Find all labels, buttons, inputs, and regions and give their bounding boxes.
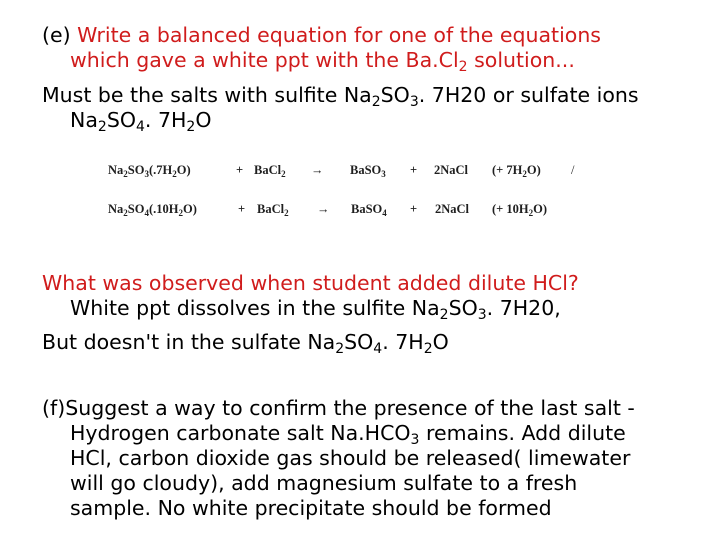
equation-sulfate [0, 202, 720, 222]
subscript: 2 [423, 341, 433, 357]
section-e-label: (e) [42, 23, 71, 47]
answer-text: . 7H [144, 108, 187, 132]
eq-arrow: → [311, 163, 324, 177]
eq-reactant-bacl2: BaCl$_2$ [257, 202, 289, 218]
eq-plus: + [410, 202, 418, 216]
subscript: 2 [439, 307, 449, 323]
section-e-question-end: solution... [467, 48, 575, 72]
answer-text: SO [344, 330, 374, 354]
section-e-question-line-1 [42, 23, 601, 48]
section-f-line-3: HCl, carbon dioxide gas should be released( limewater [70, 446, 631, 470]
eq-product-precipitate: BaSO$_3$ [350, 163, 386, 179]
eq-trailing-mark: / [571, 163, 575, 177]
answer-text: Must be the salts with sulfite Na [42, 83, 372, 107]
answer-text: SO [380, 83, 410, 107]
eq-product-nacl: 2NaCl [434, 163, 469, 177]
subscript: 3 [410, 432, 420, 448]
eq-reactant-bacl2: BaCl$_2$ [254, 163, 286, 179]
answer-text: White ppt dissolves in the sulfite Na [70, 296, 440, 320]
eq-reactant-salt: $Na_2SO_3(.7H_2O)$ [108, 163, 191, 179]
eq-plus: + [410, 163, 418, 177]
answer-text: O [432, 330, 449, 354]
answer-text: O [195, 108, 212, 132]
observation-answer-line-1 [70, 296, 561, 321]
observation-answer-line-2 [42, 330, 449, 355]
eq-product-nacl: 2NaCl [435, 202, 470, 216]
answer-text: Hydrogen carbonate salt Na.HCO [70, 421, 411, 445]
answer-text: SO [106, 108, 136, 132]
subscript: 4 [135, 119, 145, 135]
eq-arrow: → [317, 202, 330, 216]
equation-sulfite [0, 163, 720, 183]
subscript: 2 [335, 341, 345, 357]
answer-text: . 7H [382, 330, 424, 354]
answer-text: . 7H20 or sulfate ions [418, 83, 639, 107]
section-f-line-2 [70, 421, 626, 446]
eq-plus: + [236, 163, 244, 177]
subscript: 3 [477, 307, 487, 323]
eq-reactant-salt: $Na_2SO_4(.10H_2O)$ [108, 202, 197, 218]
observation-question: What was observed when student added dilute HCl? [42, 271, 579, 295]
subscript: 2 [97, 119, 107, 135]
answer-text: Na [70, 108, 98, 132]
eq-product-water: (+ $7H_2O$) [492, 163, 541, 179]
section-e-question-part: which gave a white ppt with the Ba.Cl [70, 48, 459, 72]
subscript: 2 [371, 94, 381, 110]
subscript: 3 [409, 94, 419, 110]
answer-text: remains. Add dilute [425, 421, 626, 445]
eq-product-water: (+ $10H_2O$) [492, 202, 548, 218]
answer-text: . 7H20, [486, 296, 561, 320]
section-e-answer-line-2 [70, 108, 211, 133]
subscript: 4 [373, 341, 383, 357]
section-f-line-1: (f)Suggest a way to confirm the presence of the last salt - [42, 396, 635, 420]
section-f-line-4: will go cloudy), add magnesium sulfate to a fresh [70, 471, 578, 495]
answer-text: SO [448, 296, 478, 320]
eq-product-precipitate: BaSO$_4$ [351, 202, 387, 218]
answer-text: But doesn't in the sulfate Na [42, 330, 336, 354]
section-e-answer-line-1 [42, 83, 639, 108]
section-e-question-line-2 [70, 48, 575, 73]
section-f-line-5: sample. No white precipitate should be formed [70, 496, 552, 520]
eq-plus: + [238, 202, 246, 216]
subscript: 2 [458, 59, 468, 75]
subscript: 2 [186, 119, 196, 135]
section-e-question-text: Write a balanced equation for one of the equations [77, 23, 601, 47]
